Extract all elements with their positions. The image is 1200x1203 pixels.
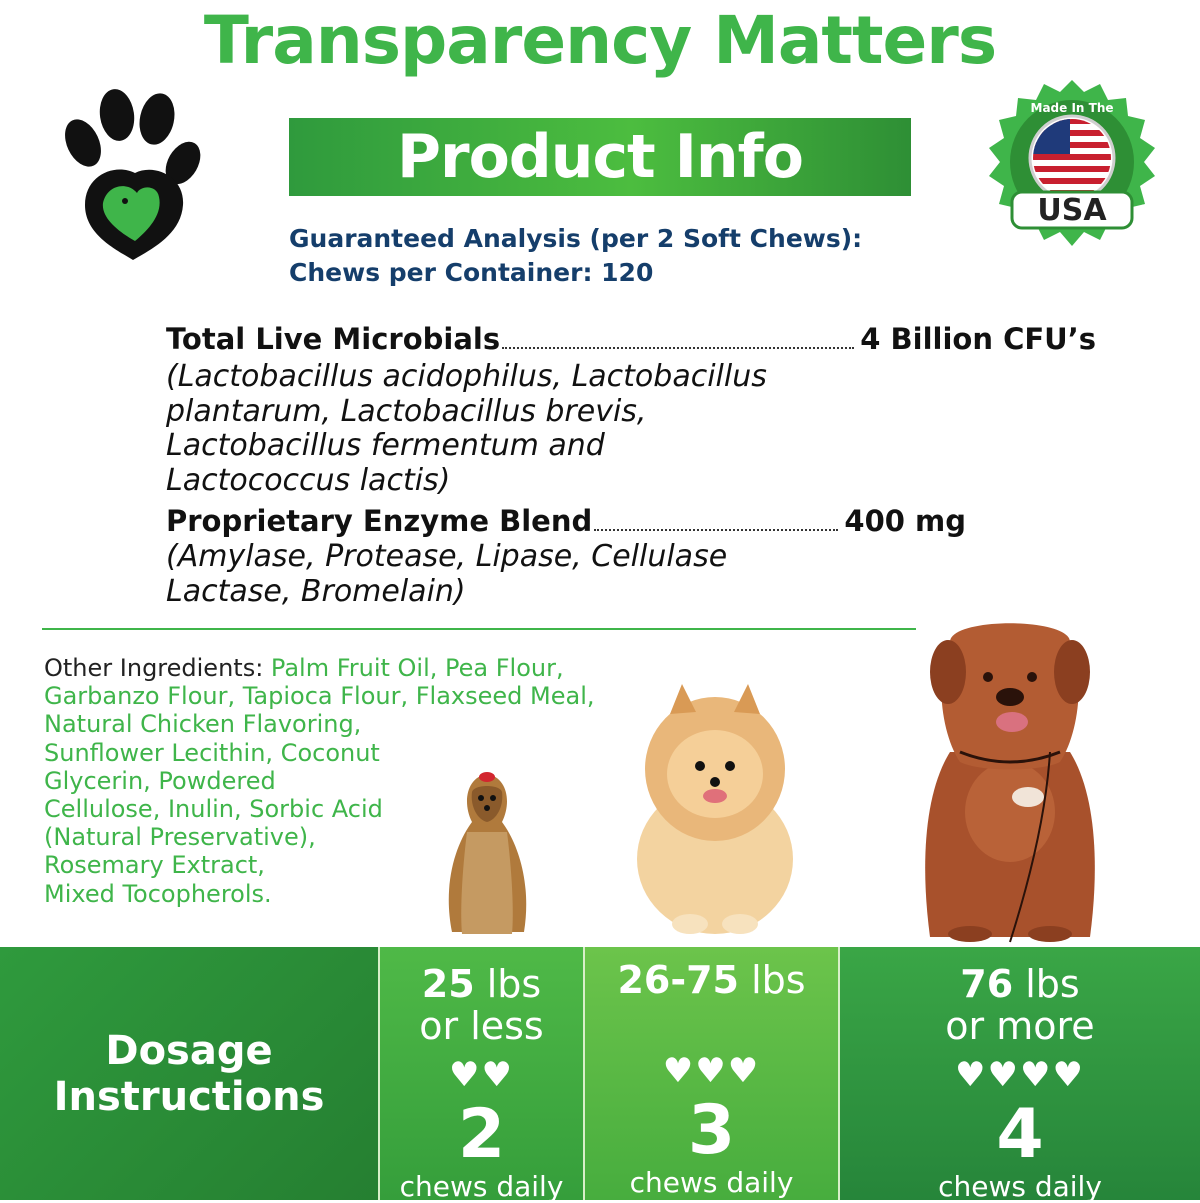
ingredient-value: 4 Billion CFU’s xyxy=(860,322,1096,356)
tier-weight-qualifier: or more xyxy=(945,1004,1095,1048)
tier-weight-number: 25 xyxy=(421,962,475,1006)
other-line: Mixed Tocopherols. xyxy=(44,879,272,908)
other-line: Rosemary Extract, xyxy=(44,851,265,880)
ingredient-row-enzymes xyxy=(166,504,966,538)
detail-line: (Amylase, Protease, Lipase, Cellulase xyxy=(166,539,728,574)
other-ingredients-label: Other Ingredients: xyxy=(44,654,271,682)
other-line: Cellulose, Inulin, Sorbic Acid xyxy=(44,795,383,824)
other-line: Natural Chicken Flavoring, xyxy=(44,710,362,739)
tier-weight-unit: lbs xyxy=(738,958,806,1002)
analysis-line-1: Guaranteed Analysis (per 2 Soft Chews): xyxy=(289,224,863,253)
tier-chew-count: 3 xyxy=(687,1091,736,1170)
dosage-tier-large xyxy=(838,947,1200,1203)
dot-leader xyxy=(594,529,838,531)
tier-weight xyxy=(419,963,543,1047)
section-divider xyxy=(42,628,916,630)
ingredient-detail-enzymes xyxy=(166,540,727,609)
dosage-tier-medium xyxy=(583,947,838,1200)
other-line: (Natural Preservative), xyxy=(44,823,316,852)
dosage-title-line: Instructions xyxy=(53,1073,325,1120)
guaranteed-analysis xyxy=(289,222,862,290)
yorkie-dog-image xyxy=(432,762,542,942)
usa-flag-seal-icon xyxy=(980,70,1165,255)
analysis-line-2: Chews per Container: 120 xyxy=(289,258,654,287)
tier-weight-qualifier xyxy=(617,1001,805,1043)
detail-line: plantarum, Lactobacillus brevis, xyxy=(166,393,647,429)
ingredient-detail-microbials xyxy=(166,360,767,498)
heart-icon: ♥♥♥ xyxy=(662,1051,761,1091)
tier-weight-number: 26-75 xyxy=(617,958,739,1002)
other-line: Garbanzo Flour, Tapioca Flour, Flaxseed Meal, xyxy=(44,682,595,711)
ingredient-value: 400 mg xyxy=(844,504,966,538)
tier-weight-unit: lbs xyxy=(1013,962,1080,1006)
tier-chew-unit: chews daily xyxy=(938,1170,1102,1203)
other-line: Palm Fruit Oil, Pea Flour, xyxy=(270,654,564,682)
tier-chew-count: 2 xyxy=(457,1095,506,1174)
dosage-instructions-panel xyxy=(0,947,1200,1203)
dosage-title-line: Dosage xyxy=(105,1027,273,1074)
tier-chew-unit: chews daily xyxy=(629,1166,794,1199)
heart-icon: ♥♥ xyxy=(449,1055,514,1095)
detail-line: Lactobacillus fermentum and xyxy=(166,428,605,463)
other-line: Glycerin, Powdered xyxy=(44,766,276,795)
tier-chew-count: 4 xyxy=(996,1095,1044,1174)
detail-line: (Lactobacillus acidophilus, Lactobacillus xyxy=(166,359,767,394)
badge-made-in-text: Made In The xyxy=(1030,101,1114,115)
mastiff-dog-image xyxy=(900,612,1120,944)
tier-weight-number: 76 xyxy=(960,962,1014,1006)
tier-weight-unit: lbs xyxy=(474,962,542,1006)
ingredient-name: Total Live Microbials xyxy=(166,322,501,356)
tier-weight xyxy=(617,959,805,1043)
badge-usa-text: USA xyxy=(1037,193,1107,228)
other-ingredients xyxy=(44,654,644,908)
dosage-title xyxy=(0,947,378,1200)
svg-text:★: ★ xyxy=(1135,201,1150,220)
page-headline: Transparency Matters xyxy=(203,2,997,79)
dot-leader xyxy=(502,347,854,349)
product-info-banner: Product Info xyxy=(289,118,911,196)
dosage-tier-small xyxy=(378,947,583,1203)
detail-line: Lactococcus lactis) xyxy=(166,462,451,498)
detail-line: Lactase, Bromelain) xyxy=(166,573,466,609)
tier-chew-unit: chews daily xyxy=(399,1170,564,1203)
other-line: Sunflower Lecithin, Coconut xyxy=(44,738,380,767)
svg-text:★: ★ xyxy=(994,201,1009,220)
pomeranian-dog-image xyxy=(630,674,800,936)
heart-icon: ♥♥♥♥ xyxy=(955,1055,1085,1095)
ingredient-name: Proprietary Enzyme Blend xyxy=(166,504,593,538)
tier-weight-qualifier: or less xyxy=(419,1004,544,1048)
paw-heart-logo-icon xyxy=(55,85,205,265)
tier-weight xyxy=(945,963,1094,1047)
ingredient-row-microbials xyxy=(166,322,1096,356)
